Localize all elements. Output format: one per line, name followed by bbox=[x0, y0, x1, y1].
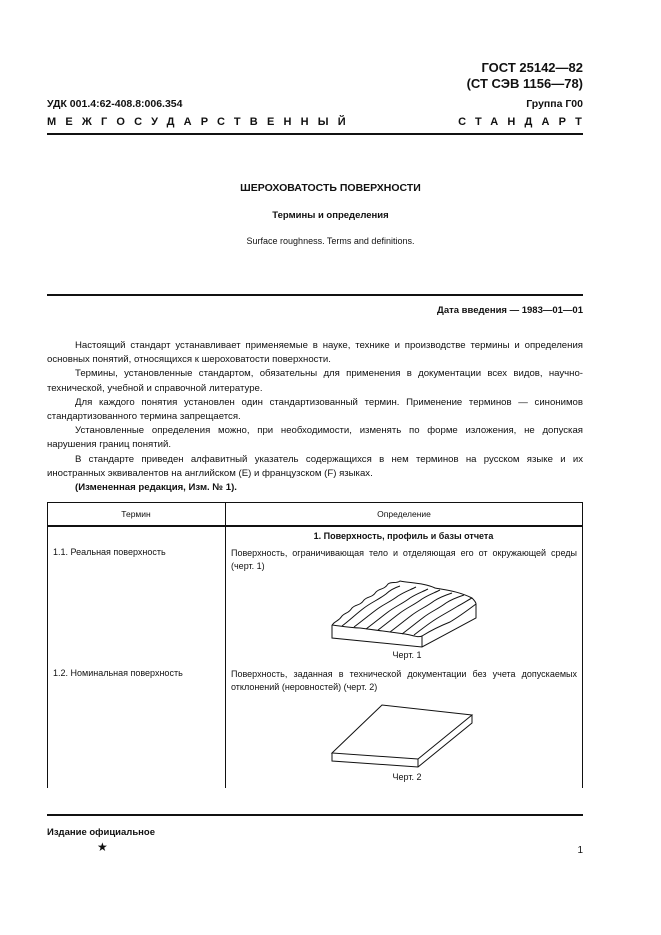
footer-divider bbox=[47, 814, 583, 816]
paragraph: В стандарте приведен алфавитный указатель содержащихся в нем терминов на русском языке и их иностранных эквивалентов на английском (E) и французском (F) языках. bbox=[47, 453, 583, 479]
figure-2-nominal-surface bbox=[330, 703, 475, 769]
figure-1-rough-surface bbox=[330, 578, 480, 648]
figure-1-caption: Черт. 1 bbox=[392, 650, 422, 660]
gost-number: ГОСТ 25142—82 bbox=[481, 60, 583, 75]
page-number: 1 bbox=[577, 845, 583, 856]
paragraph: Термины, установленные стандартом, обязательны для применения в документации всех видов, научно-технической, учебной и справочной литературе. bbox=[47, 368, 583, 394]
document-subtitle: Термины и определения bbox=[272, 210, 389, 221]
table-border bbox=[47, 502, 48, 788]
edition-label: Издание официальное bbox=[47, 827, 155, 838]
paragraph: Установленные определения можно, при необходимости, изменять по форме изложения, не допуская нарушения границ понятий. bbox=[47, 425, 583, 451]
table-column-divider bbox=[225, 502, 226, 788]
introduction-date: Дата введения — 1983—01—01 bbox=[437, 305, 583, 316]
table-header-divider bbox=[47, 525, 583, 527]
star-icon: ★ bbox=[97, 840, 108, 854]
definition-nominal-surface: Поверхность, заданная в технической документации без учета допускаемых отклонений (неровностей) (черт. 2) bbox=[231, 669, 577, 692]
table-border bbox=[47, 502, 582, 503]
definition-real-surface: Поверхность, ограничивающая тело и отделяющая его от окружающей среды (черт. 1) bbox=[231, 548, 577, 571]
st-sev-number: (СТ СЭВ 1156—78) bbox=[466, 76, 583, 91]
amendment-note: (Измененная редакция, Изм. № 1). bbox=[75, 482, 237, 494]
document-title: ШЕРОХОВАТОСТЬ ПОВЕРХНОСТИ bbox=[240, 182, 421, 194]
group-code: Группа Г00 bbox=[526, 98, 583, 110]
paragraph: Настоящий стандарт устанавливает применяемые в науке, технике и производстве термины и определения основных понятий, относящихся к шероховатости поверхности. bbox=[47, 340, 583, 366]
figure-2-caption: Черт. 2 bbox=[392, 772, 422, 782]
table-border bbox=[582, 502, 583, 788]
header-divider bbox=[47, 133, 583, 135]
standard-type-right: СТАНДАРТ bbox=[458, 116, 591, 128]
standard-type-left: МЕЖГОСУДАРСТВЕННЫЙ bbox=[47, 116, 355, 128]
gost-header bbox=[467, 60, 583, 92]
title-divider bbox=[47, 294, 583, 296]
column-header-term: Термин bbox=[121, 509, 151, 519]
body-text bbox=[47, 339, 583, 495]
section-heading: 1. Поверхность, профиль и базы отчета bbox=[313, 531, 494, 541]
column-header-definition: Определение bbox=[377, 509, 431, 519]
udk-code: УДК 001.4:62-408.8:006.354 bbox=[47, 98, 183, 110]
english-title: Surface roughness. Terms and definitions. bbox=[246, 236, 415, 246]
term-nominal-surface: 1.2. Номинальная поверхность bbox=[53, 668, 183, 678]
term-real-surface: 1.1. Реальная поверхность bbox=[53, 547, 166, 557]
paragraph: Для каждого понятия установлен один стандартизованный термин. Применение терминов — синонимов стандартизованного термина запрещается. bbox=[47, 396, 583, 423]
